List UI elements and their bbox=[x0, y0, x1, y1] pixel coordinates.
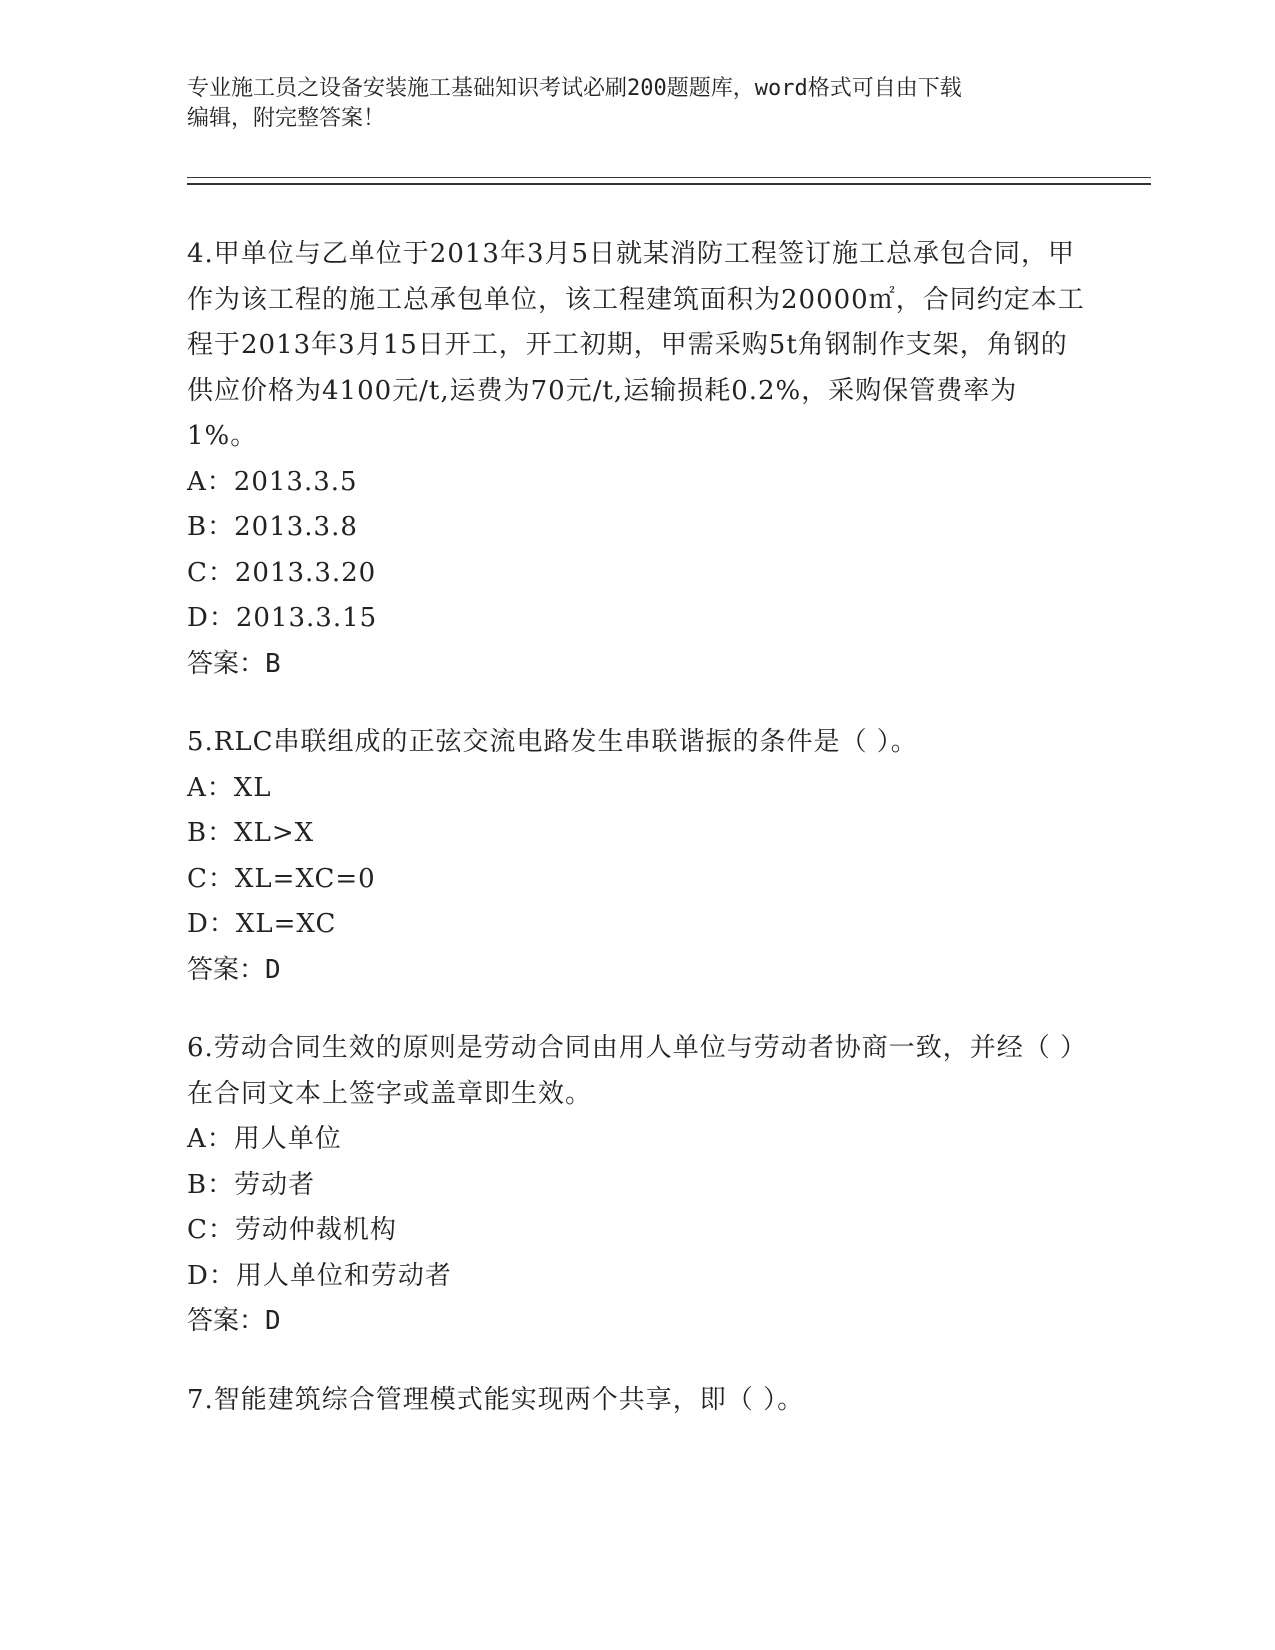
option-b: B：XL>X bbox=[187, 818, 315, 848]
question-5 bbox=[187, 720, 1087, 993]
answer-label: 答案：D bbox=[187, 1306, 281, 1336]
document-header bbox=[187, 74, 1067, 134]
option-d: D：2013.3.15 bbox=[187, 603, 378, 633]
question-text: 7.智能建筑综合管理模式能实现两个共享，即（ ）。 bbox=[187, 1384, 805, 1415]
option-c: C：劳动仲裁机构 bbox=[187, 1215, 397, 1245]
header-divider bbox=[187, 177, 1151, 185]
option-a: A：用人单位 bbox=[187, 1124, 342, 1154]
header-title-line-2: 编辑，附完整答案！ bbox=[187, 106, 386, 131]
question-text: 6.劳动合同生效的原则是劳动合同由用人单位与劳动者协商一致，并经（ ）在合同文本上签字或盖章即生效。 bbox=[187, 1033, 1075, 1109]
question-text: 5.RLC串联组成的正弦交流电路发生串联谐振的条件是（ ）。 bbox=[187, 727, 918, 757]
answer-label: 答案：B bbox=[187, 648, 281, 679]
question-6 bbox=[187, 1026, 1087, 1345]
question-list bbox=[187, 232, 1087, 1456]
option-b: B：2013.3.8 bbox=[187, 512, 358, 542]
question-4 bbox=[187, 232, 1087, 687]
question-text: 4.甲单位与乙单位于2013年3月5日就某消防工程签订施工总承包合同，甲作为该工程的施工总承包单位，该工程建筑面积为20000㎡，合同约定本工程于2013年3月15日开工，开工初期，甲需采购5t角钢制作支架，角钢的供应价格为4100元/t,运费为70元/t,运输损耗0.2%，采购保管费率为1%。 bbox=[187, 239, 1085, 451]
header-title-line-1: 专业施工员之设备安装施工基础知识考试必刷200题题库，word格式可自由下载 bbox=[187, 76, 962, 101]
option-c: C：2013.3.20 bbox=[187, 557, 377, 588]
option-d: D：XL=XC bbox=[187, 909, 337, 939]
option-b: B：劳动者 bbox=[187, 1169, 316, 1200]
answer-label: 答案：D bbox=[187, 954, 281, 985]
question-7 bbox=[187, 1378, 1087, 1424]
option-d: D：用人单位和劳动者 bbox=[187, 1260, 452, 1291]
option-c: C：XL=XC=0 bbox=[187, 863, 376, 894]
option-a: A：2013.3.5 bbox=[187, 466, 358, 497]
option-a: A：XL bbox=[187, 772, 272, 803]
